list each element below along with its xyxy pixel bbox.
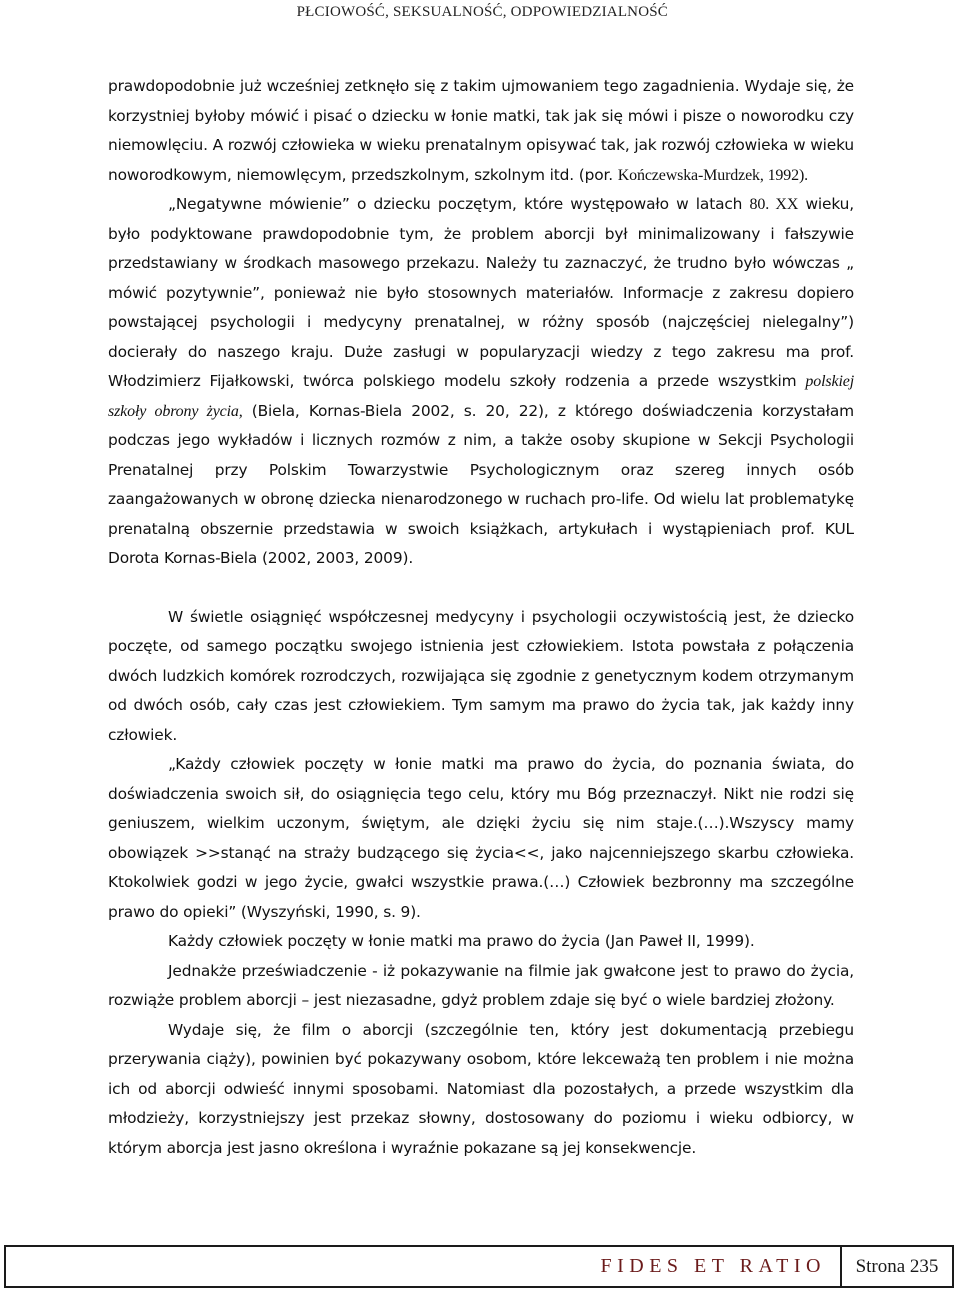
decade-reference: 80. XX <box>749 196 799 213</box>
italic-term: polskiej szkoły obrony życia, <box>108 373 854 420</box>
paragraph-continuation <box>108 72 854 190</box>
paragraph-quote-jan-pawel: Każdy człowiek poczęty w łonie matki ma prawo do życia (Jan Paweł II, 1999). <box>168 932 755 950</box>
citation: Kończewska-Murdzek, 1992). <box>617 166 809 184</box>
journal-name: FIDES ET RATIO <box>600 1255 826 1277</box>
paragraph-text: (Biela, Kornas-Biela 2002, s. 20, 22), z którego doświadczenia korzystałam podczas jego wykładów i licznych rozmów z nim, a także osoby skupione w Sekcji Psychologii Prenatalnej przy Polskim Towarzystwie Psychologicznym oraz szereg innych osób zaangażowanych w obronę dziecka nienarodzonego w ruchach pro-life. Od wielu lat problematykę prenatalną obszernie przedstawia w swoich książkach, artykułach i wystąpieniach prof. KUL Dorota Kornas-Biela (2002, 2003, 2009). <box>108 401 854 567</box>
page-footer <box>4 1245 954 1288</box>
paragraph-film: Wydaje się, że film o aborcji (szczególnie ten, który jest dokumentacją przebiegu przerywania ciąży), powinien być pokazywany osobom, które lekceważą ten problem i nie można ich od aborcji odwieść innymi sposobami. Natomiast dla pozostałych, a przede wszystkim dla młodzieży, korzystniejszy jest przekaz słowny, dostosowany do poziomu i wieku odbiorcy, w którym aborcja jest jasno określona i wyraźnie pokazane są jej konsekwencje. <box>108 1020 854 1157</box>
paragraph-negative-speech <box>108 190 854 574</box>
running-header-bar <box>0 0 960 24</box>
paragraph-however: Jednakże przeświadczenie - iż pokazywanie na filmie jak gwałcone jest to prawo do życia, rozwiąże problem aborcji – jest niezasadne, gdyż problem zdaje się być o wiele bardziej złożony. <box>108 961 854 1009</box>
paragraph-quote-wyszynski: „Każdy człowiek poczęty w łonie matki ma prawo do życia, do poznania świata, do doświadczenia swoich sił, do osiągnięcia tego celu, który mu Bóg przeznaczył. Nikt nie rodzi się geniuszem, wielkim uczonym, świętym, ale dzięki życiu się nim staje.(…).Wszyscy mamy obowiązek >>stanąć na straży budzącego się życia<<, jako najcenniejszego skarbu człowieka. Ktokolwiek godzi w jego życie, gwałci wszystkie prawa.(…) Człowiek bezbronny ma szczególne prawo do opieki” (Wyszyński, 1990, s. 9). <box>108 755 854 921</box>
paragraph-text: „Negatywne mówienie” o dziecku poczętym, które występowało w latach <box>168 195 750 213</box>
paragraph-text: wieku, było podyktowane prawdopodobnie tym, że problem aborcji był minimalizowany i fałszywie przedstawiany w środkach masowego przekazu. Należy tu zaznaczyć, że trudno było wówczas „ mówić pozytywnie”, ponieważ nie było stosownych materiałów. Informacje z zakresu dopiero powstającej psychologii i medycyny prenatalnej, w różny sposób (najczęściej nielegalny”) docierały do naszego kraju. Duże zasługi w popularyzacji wiedzy z tego zakresu ma prof. Włodzimierz Fijałkowski, twórca polskiego modelu szkoły rodzenia a przede wszystkim <box>108 195 854 390</box>
page-number: Strona 235 <box>840 1247 952 1286</box>
running-header-title: PŁCIOWOŚĆ, SEKSUALNOŚĆ, ODPOWIEDZIALNOŚĆ <box>296 3 668 20</box>
paragraph-text: prawdopodobnie już wcześniej zetknęło się z takim ujmowaniem tego zagadnienia. Wydaje się, że korzystniej byłoby mówić i pisać o dziecku w łonie matki, tak jak się mówi i pisze o noworodku czy niemowlęciu. A rozwój człowieka w wieku prenatalnym opisywać tak, jak rozwój człowieka w wieku noworodkowym, niemowlęcym, przedszkolnym, szkolnym itd. (por. <box>108 77 854 184</box>
paragraph-medicine: W świetle osiągnięć współczesnej medycyny i psychologii oczywistością jest, że dziecko poczęte, od samego początku swojego istnienia jest człowiekiem. Istota powstała z połączenia dwóch ludzkich komórek rozrodczych, rozwijająca się zgodnie z genetycznym kodem otrzymanym od dwóch osób, cały czas jest człowiekiem. Tym samym ma prawo do życia tak, jak każdy inny człowiek. <box>108 607 854 744</box>
page-body <box>108 72 854 1163</box>
